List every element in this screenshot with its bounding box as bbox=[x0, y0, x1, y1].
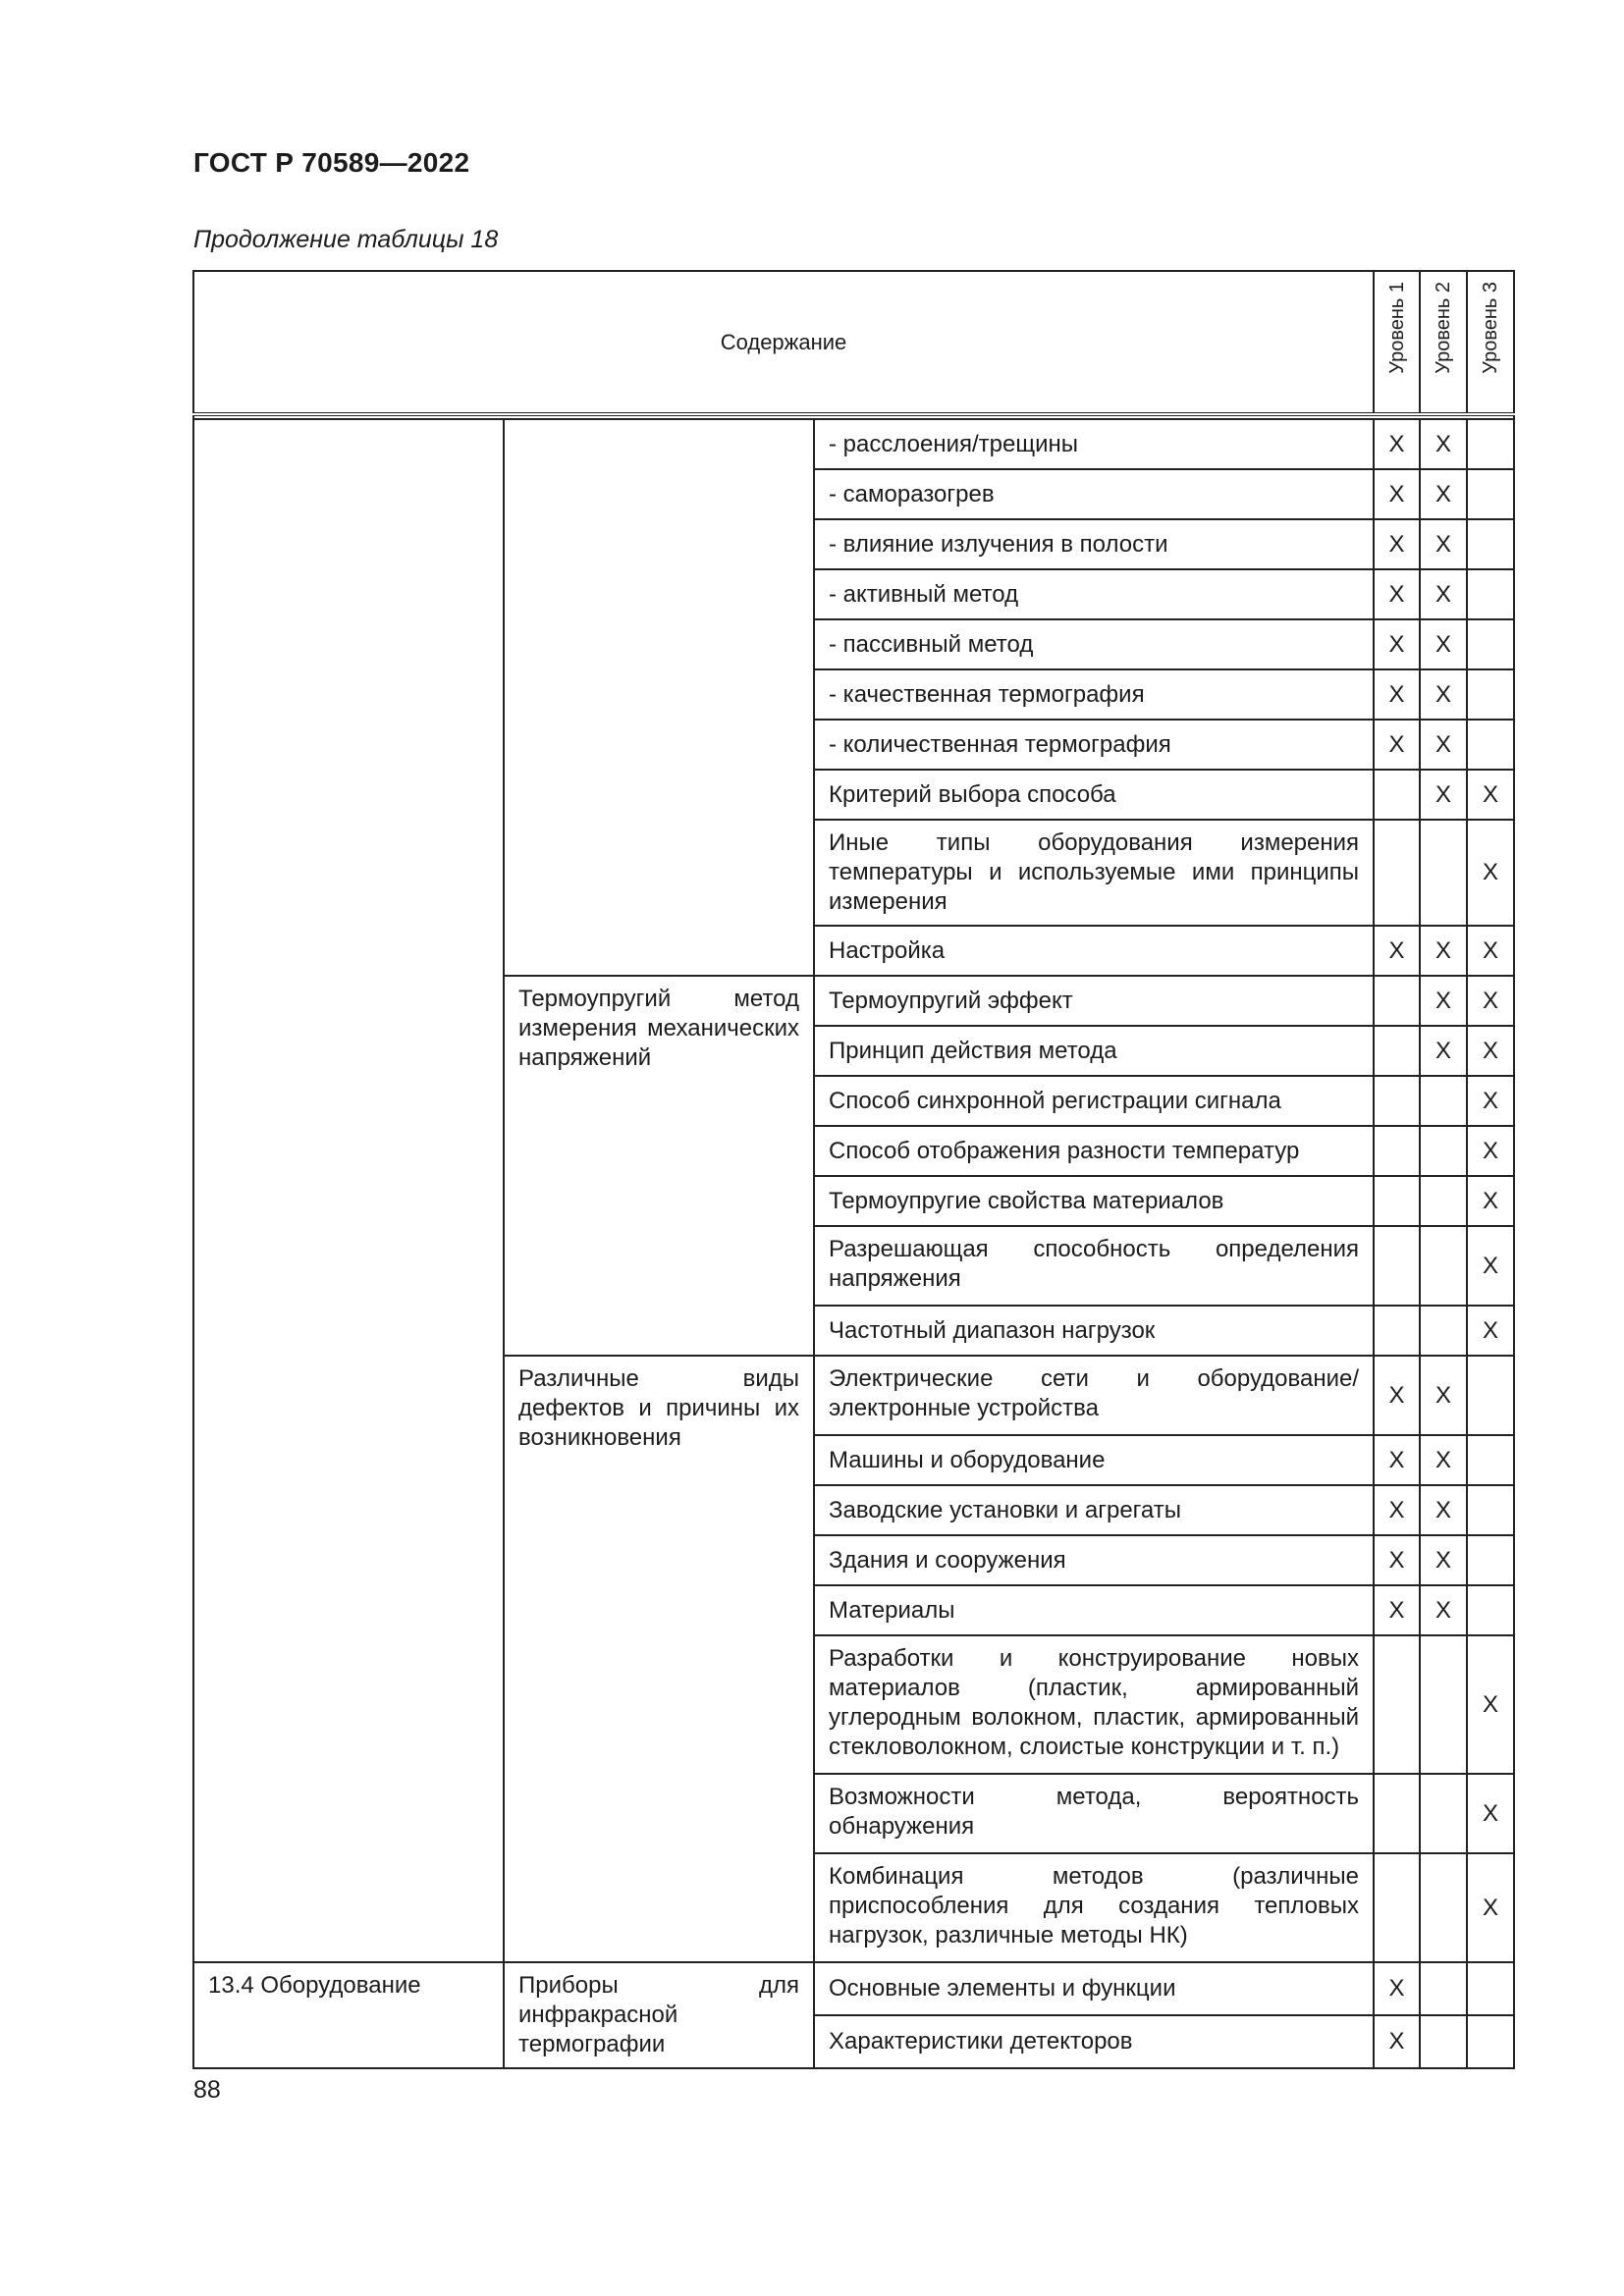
level-3-mark bbox=[1467, 1585, 1514, 1635]
level-2-mark bbox=[1420, 2015, 1467, 2068]
topic-cell: - расслоения/трещины bbox=[814, 419, 1374, 469]
level-1-mark: X bbox=[1374, 469, 1420, 519]
topic-cell: Заводские установки и агрегаты bbox=[814, 1485, 1374, 1535]
level-2-mark bbox=[1420, 1774, 1467, 1853]
level-3-mark bbox=[1467, 569, 1514, 619]
level-2-mark: X bbox=[1420, 669, 1467, 720]
header-row bbox=[193, 271, 1514, 414]
topic-cell: Иные типы оборудования измерения температуры и используемые ими принципы измерения bbox=[814, 820, 1374, 926]
level-2-mark: X bbox=[1420, 1535, 1467, 1585]
topic-cell: Комбинация методов (различные приспособления для создания тепловых нагрузок, различные методы НК) bbox=[814, 1853, 1374, 1962]
level-1-mark bbox=[1374, 976, 1420, 1026]
level-3-mark: X bbox=[1467, 976, 1514, 1026]
table-body bbox=[193, 419, 1514, 2068]
header-level-1 bbox=[1374, 271, 1420, 414]
level-1-mark bbox=[1374, 1774, 1420, 1853]
level-1-mark bbox=[1374, 1226, 1420, 1306]
page-number: 88 bbox=[193, 2076, 221, 2104]
level-2-mark bbox=[1420, 1962, 1467, 2015]
topic-cell: - саморазогрев bbox=[814, 469, 1374, 519]
level-1-mark bbox=[1374, 1176, 1420, 1226]
topic-cell: Электрические сети и оборудование/электронные устройства bbox=[814, 1356, 1374, 1435]
level-2-mark: X bbox=[1420, 1485, 1467, 1535]
level-2-mark bbox=[1420, 1306, 1467, 1356]
curriculum-table bbox=[192, 270, 1515, 2069]
level-2-mark: X bbox=[1420, 1026, 1467, 1076]
level-1-mark: X bbox=[1374, 669, 1420, 720]
table-row bbox=[193, 419, 1514, 469]
level-1-mark: X bbox=[1374, 1356, 1420, 1435]
level-1-mark: X bbox=[1374, 419, 1420, 469]
level-2-mark bbox=[1420, 1176, 1467, 1226]
level-3-mark: X bbox=[1467, 1853, 1514, 1962]
header-level-1-label: Уровень 1 bbox=[1385, 282, 1408, 374]
level-3-mark bbox=[1467, 1356, 1514, 1435]
level-2-mark: X bbox=[1420, 519, 1467, 569]
topic-cell: Разработки и конструирование новых материалов (пластик, армированный углеродным волокном, пластик, армированный стекловолокном, слоистые конструкции и т. п.) bbox=[814, 1635, 1374, 1774]
header-level-2 bbox=[1420, 271, 1467, 414]
topic-cell: - пассивный метод bbox=[814, 619, 1374, 669]
level-3-mark bbox=[1467, 720, 1514, 770]
level-1-mark: X bbox=[1374, 1535, 1420, 1585]
level-1-mark bbox=[1374, 1635, 1420, 1774]
level-2-mark: X bbox=[1420, 569, 1467, 619]
level-2-mark bbox=[1420, 820, 1467, 926]
level-1-mark bbox=[1374, 1126, 1420, 1176]
level-3-mark: X bbox=[1467, 820, 1514, 926]
level-2-mark: X bbox=[1420, 1585, 1467, 1635]
level-3-mark: X bbox=[1467, 1026, 1514, 1076]
level-1-mark: X bbox=[1374, 1962, 1420, 2015]
section-cell bbox=[193, 419, 504, 1962]
level-2-mark: X bbox=[1420, 926, 1467, 976]
level-1-mark: X bbox=[1374, 1485, 1420, 1535]
level-1-mark: X bbox=[1374, 720, 1420, 770]
topic-cell: Термоупругие свойства материалов bbox=[814, 1176, 1374, 1226]
group-cell bbox=[504, 419, 814, 976]
topic-cell: - влияние излучения в полости bbox=[814, 519, 1374, 569]
topic-cell: Термоупругий эффект bbox=[814, 976, 1374, 1026]
header-level-3 bbox=[1467, 271, 1514, 414]
level-3-mark: X bbox=[1467, 926, 1514, 976]
level-3-mark bbox=[1467, 2015, 1514, 2068]
level-2-mark: X bbox=[1420, 770, 1467, 820]
level-1-mark bbox=[1374, 770, 1420, 820]
level-2-mark: X bbox=[1420, 1356, 1467, 1435]
level-2-mark: X bbox=[1420, 469, 1467, 519]
level-3-mark: X bbox=[1467, 1126, 1514, 1176]
topic-cell: - качественная термография bbox=[814, 669, 1374, 720]
level-3-mark bbox=[1467, 619, 1514, 669]
topic-cell: Критерий выбора способа bbox=[814, 770, 1374, 820]
topic-cell: Основные элементы и функции bbox=[814, 1962, 1374, 2015]
level-3-mark: X bbox=[1467, 1076, 1514, 1126]
table-caption: Продолжение таблицы 18 bbox=[193, 226, 499, 253]
level-3-mark bbox=[1467, 669, 1514, 720]
level-3-mark bbox=[1467, 1962, 1514, 2015]
group-cell: Различные виды дефектов и причины их возникновения bbox=[504, 1356, 814, 1962]
level-1-mark: X bbox=[1374, 519, 1420, 569]
level-3-mark: X bbox=[1467, 1176, 1514, 1226]
topic-cell: Здания и сооружения bbox=[814, 1535, 1374, 1585]
topic-cell: Разрешающая способность определения напряжения bbox=[814, 1226, 1374, 1306]
level-2-mark: X bbox=[1420, 619, 1467, 669]
level-2-mark: X bbox=[1420, 419, 1467, 469]
level-1-mark bbox=[1374, 1076, 1420, 1126]
level-3-mark: X bbox=[1467, 1306, 1514, 1356]
group-cell: Приборы для инфракрасной термографии bbox=[504, 1962, 814, 2068]
level-2-mark bbox=[1420, 1076, 1467, 1126]
level-2-mark bbox=[1420, 1635, 1467, 1774]
topic-cell: Настройка bbox=[814, 926, 1374, 976]
level-2-mark bbox=[1420, 1853, 1467, 1962]
level-3-mark: X bbox=[1467, 1635, 1514, 1774]
topic-cell: - количественная термография bbox=[814, 720, 1374, 770]
level-3-mark: X bbox=[1467, 1226, 1514, 1306]
header-level-2-label: Уровень 2 bbox=[1433, 282, 1455, 374]
level-1-mark: X bbox=[1374, 1585, 1420, 1635]
level-1-mark: X bbox=[1374, 2015, 1420, 2068]
topic-cell: Возможности метода, вероятность обнаружения bbox=[814, 1774, 1374, 1853]
level-1-mark: X bbox=[1374, 619, 1420, 669]
level-3-mark bbox=[1467, 469, 1514, 519]
level-3-mark bbox=[1467, 1535, 1514, 1585]
topic-cell: Характеристики детекторов bbox=[814, 2015, 1374, 2068]
topic-cell: Способ синхронной регистрации сигнала bbox=[814, 1076, 1374, 1126]
section-cell: 13.4 Оборудование bbox=[193, 1962, 504, 2068]
level-1-mark bbox=[1374, 820, 1420, 926]
level-1-mark: X bbox=[1374, 569, 1420, 619]
level-3-mark: X bbox=[1467, 770, 1514, 820]
topic-cell: Способ отображения разности температур bbox=[814, 1126, 1374, 1176]
level-3-mark: X bbox=[1467, 1774, 1514, 1853]
topic-cell: Машины и оборудование bbox=[814, 1435, 1374, 1485]
level-3-mark bbox=[1467, 1435, 1514, 1485]
document-title: ГОСТ Р 70589—2022 bbox=[193, 147, 470, 178]
header-content: Содержание bbox=[193, 271, 1374, 414]
level-2-mark bbox=[1420, 1126, 1467, 1176]
level-3-mark bbox=[1467, 419, 1514, 469]
level-1-mark bbox=[1374, 1026, 1420, 1076]
level-2-mark: X bbox=[1420, 720, 1467, 770]
group-cell: Термоупругий метод измерения механических напряжений bbox=[504, 976, 814, 1356]
topic-cell: Принцип действия метода bbox=[814, 1026, 1374, 1076]
header-level-3-label: Уровень 3 bbox=[1480, 282, 1502, 374]
topic-cell: Материалы bbox=[814, 1585, 1374, 1635]
level-1-mark: X bbox=[1374, 926, 1420, 976]
level-3-mark bbox=[1467, 519, 1514, 569]
topic-cell: - активный метод bbox=[814, 569, 1374, 619]
level-2-mark bbox=[1420, 1226, 1467, 1306]
level-3-mark bbox=[1467, 1485, 1514, 1535]
level-1-mark bbox=[1374, 1306, 1420, 1356]
topic-cell: Частотный диапазон нагрузок bbox=[814, 1306, 1374, 1356]
level-2-mark: X bbox=[1420, 976, 1467, 1026]
level-2-mark: X bbox=[1420, 1435, 1467, 1485]
level-1-mark bbox=[1374, 1853, 1420, 1962]
table-row bbox=[193, 1962, 1514, 2015]
level-1-mark: X bbox=[1374, 1435, 1420, 1485]
